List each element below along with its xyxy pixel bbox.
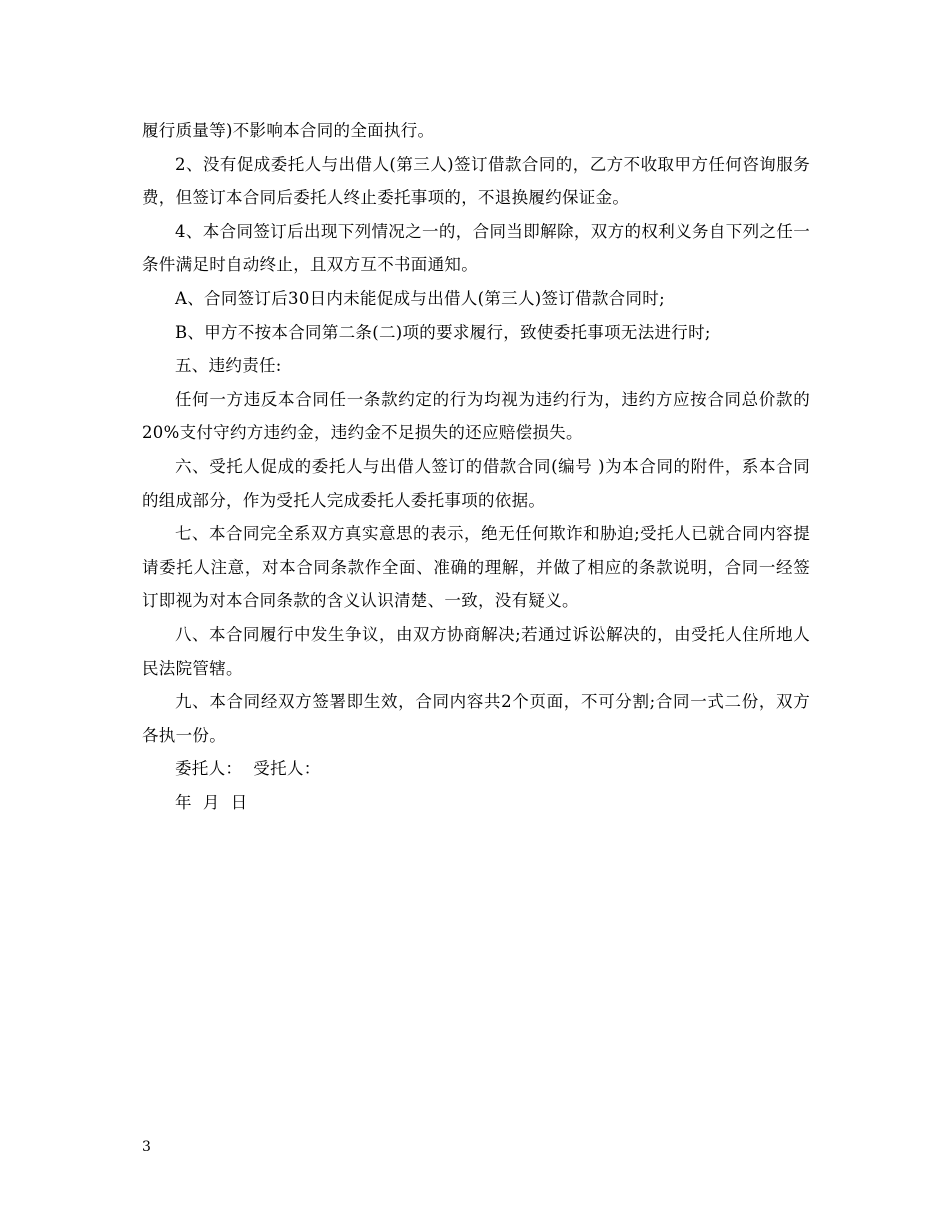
date-line: 年 月 日 [175,792,248,812]
signature-line: 委托人： 受托人： [175,759,321,779]
paragraph-condition-a: A、合同签订后30日内未能促成与出借人(第三人)签订借款合同时; [175,288,665,308]
paragraph-continuation: 履行质量等)不影响本合同的全面执行。 [142,121,435,140]
document-body [142,114,810,819]
paragraph-clause-9: 九、本合同经双方签署即生效，合同内容共2个页面，不可分割;合同一式二份，双方各执一份。 [142,692,810,745]
paragraph-breach-liability: 任何一方违反本合同任一条款约定的行为均视为违约行为，违约方应按合同总价款的20%支付守约方违约金，违约金不足损失的还应赔偿损失。 [142,389,810,443]
paragraph-clause-4: 4、本合同签订后出现下列情况之一的，合同当即解除，双方的权利义务自下列之任一条件满足时自动终止，且双方互不书面通知。 [142,221,810,275]
paragraph-condition-b: B、甲方不按本合同第二条(二)项的要求履行，致使委托事项无法进行时; [175,322,711,342]
paragraph-clause-6: 六、受托人促成的委托人与出借人签订的借款合同(编号 )为本合同的附件，系本合同的组成部分，作为受托人完成委托人委托事项的依据。 [142,456,810,510]
paragraph-clause-2: 2、没有促成委托人与出借人(第三人)签订借款合同的，乙方不收取甲方任何咨询服务费，但签订本合同后委托人终止委托事项的，不退换履约保证金。 [142,154,810,208]
section-heading-breach: 五、违约责任: [175,356,282,376]
paragraph-clause-8: 八、本合同履行中发生争议，由双方协商解决;若通过诉讼解决的，由受托人住所地人民法院管辖。 [142,624,810,678]
page-number: 3 [142,1139,151,1155]
paragraph-clause-7: 七、本合同完全系双方真实意思的表示，绝无任何欺诈和胁迫;受托人已就合同内容提请委托人注意，对本合同条款作全面、准确的理解，并做了相应的条款说明，合同一经签订即视为对本合同条款的含义认识清楚、一致，没有疑义。 [142,524,810,611]
